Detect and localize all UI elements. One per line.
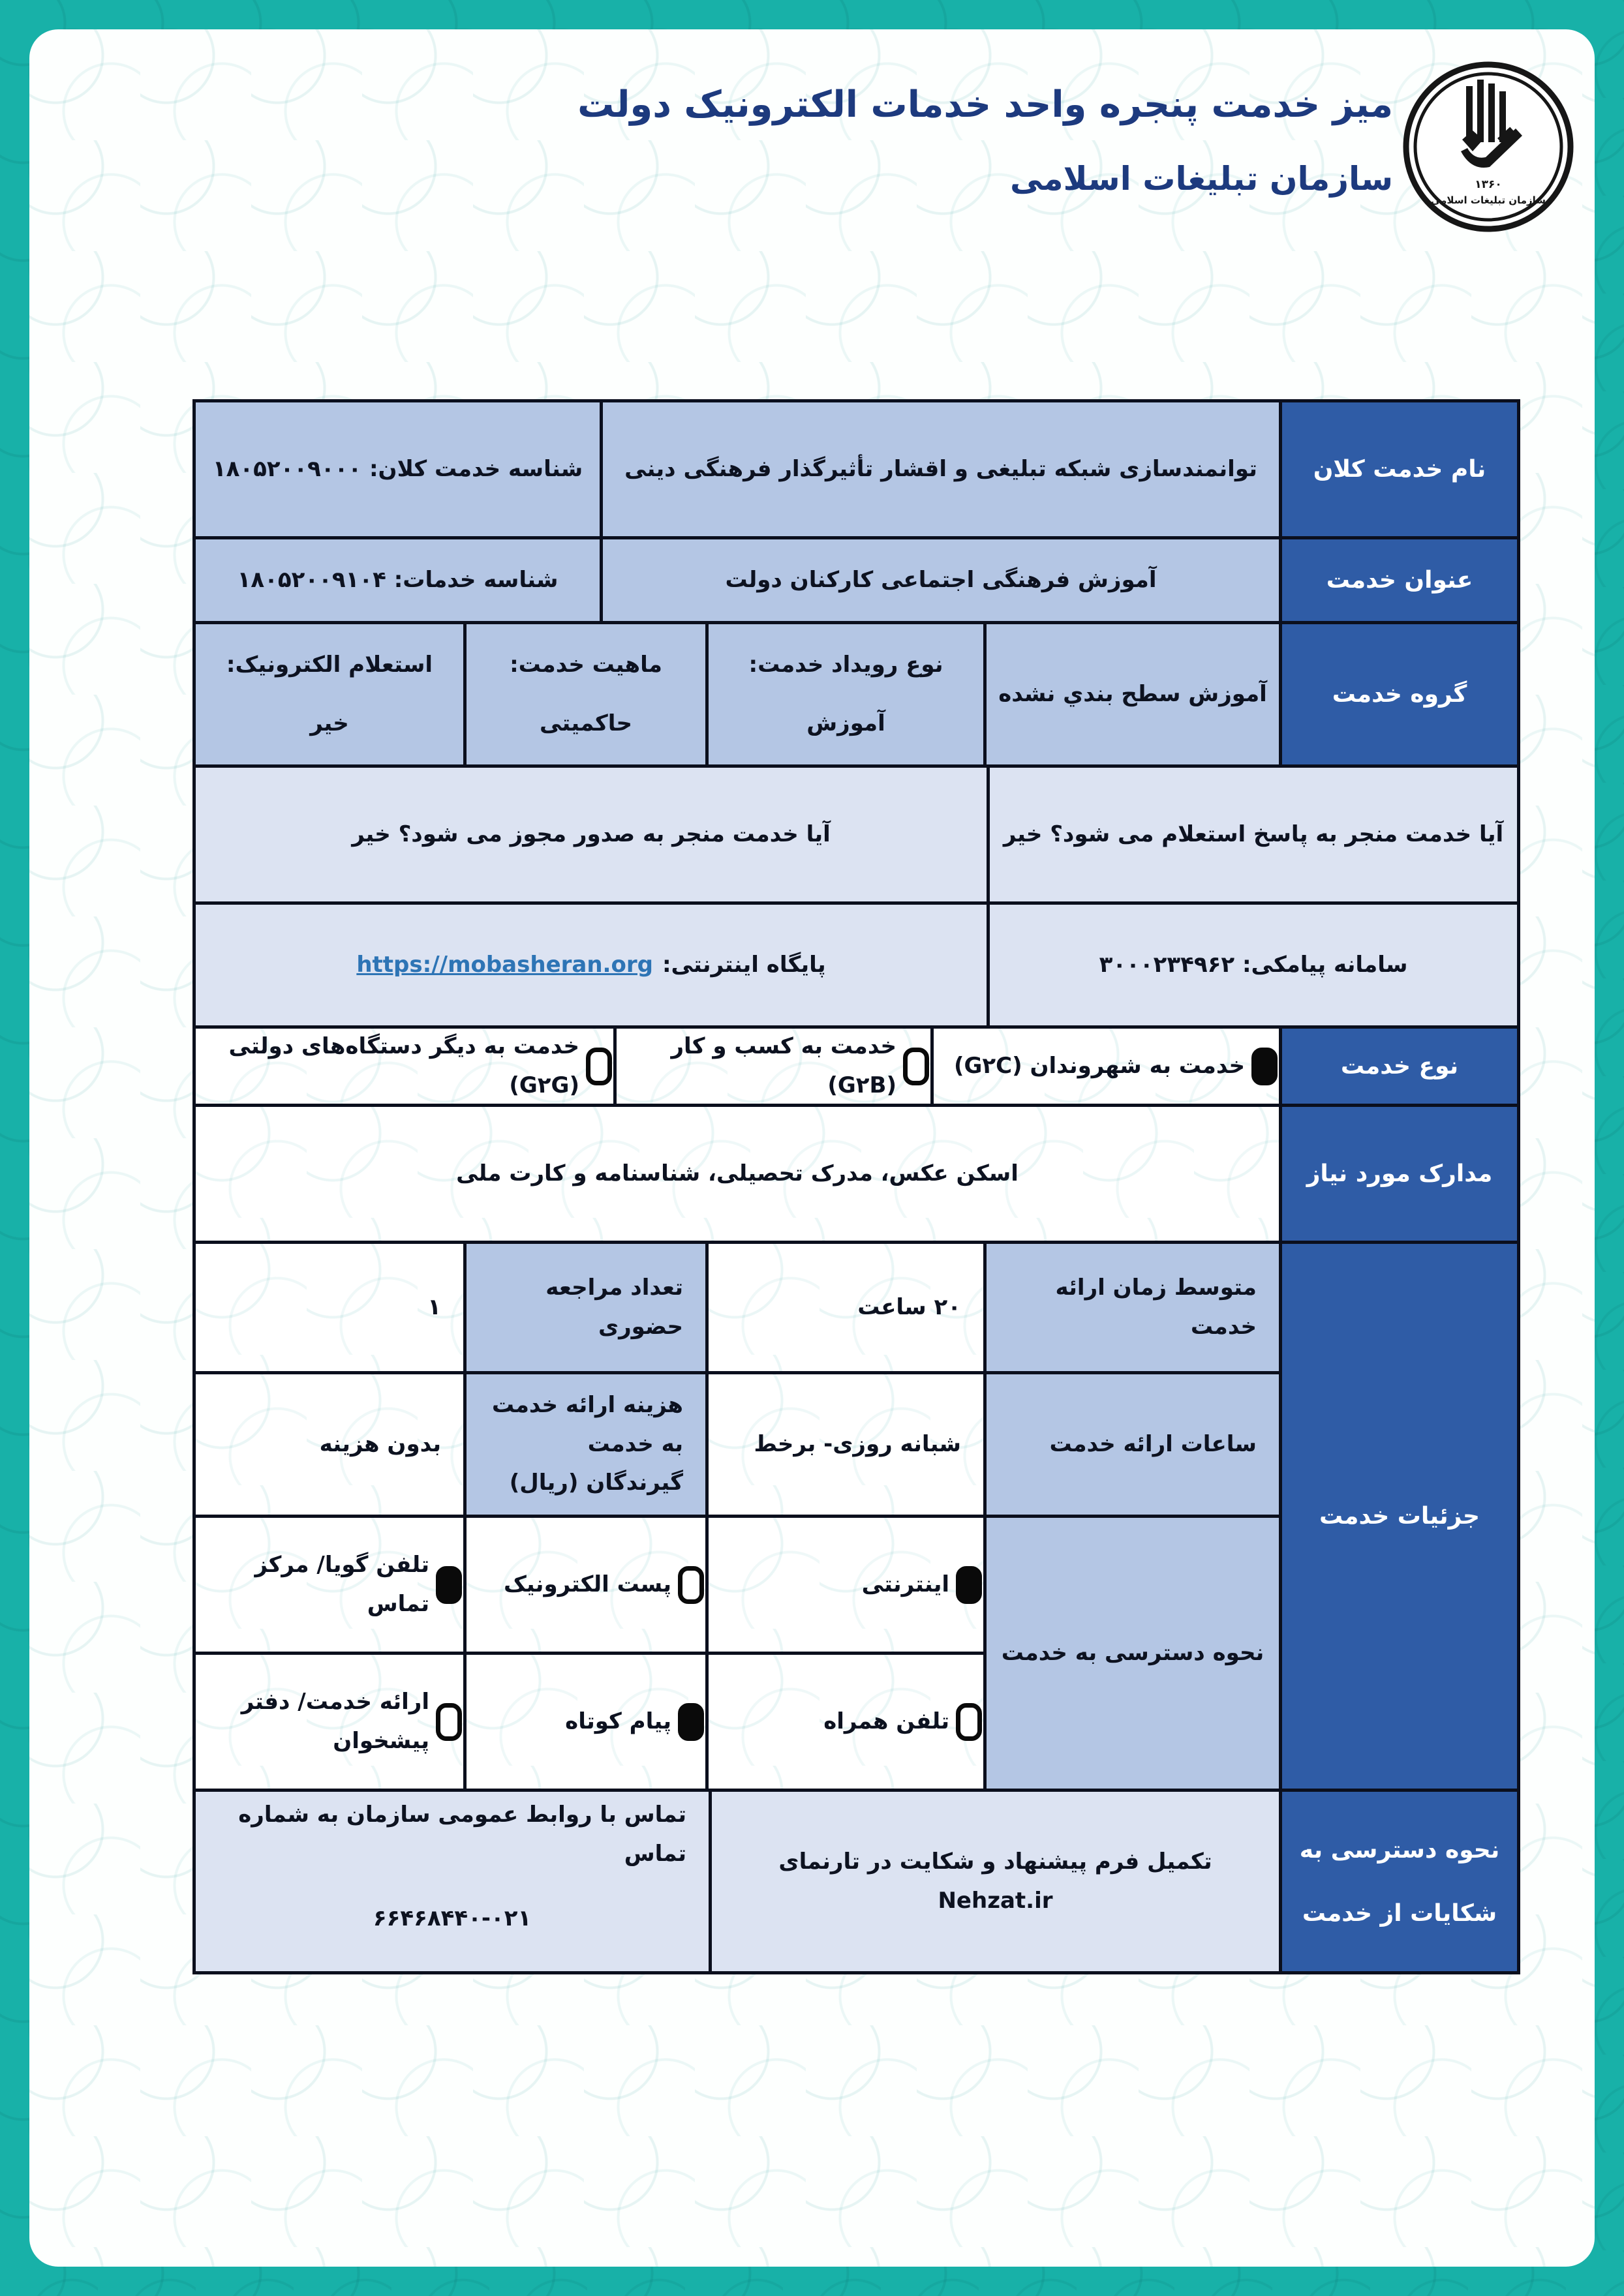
access-option-mobile xyxy=(709,1655,983,1789)
access-option-internet xyxy=(709,1518,983,1652)
event-type-value: آموزش xyxy=(806,710,885,736)
macro-service-id: شناسه خدمت کلان: ۱۸۰۵۲۰۰۹۰۰۰ xyxy=(196,402,600,536)
service-hours-value: شبانه روزی- برخط xyxy=(709,1374,983,1515)
access-block xyxy=(196,1518,1279,1789)
complaints-header-line2: شکایات از خدمت xyxy=(1302,1899,1497,1927)
access-label-counter: ارائه خدمت/ دفتر پیشخوان xyxy=(241,1689,429,1754)
access-option-counter xyxy=(196,1655,463,1789)
website-link[interactable]: https://mobasheran.org xyxy=(356,951,653,978)
option-label-g2g: خدمت به دیگر دستگاه‌های دولتی (G۲G) xyxy=(228,1033,579,1098)
row-header-service-group: گروه خدمت xyxy=(1282,624,1517,764)
checkbox-sms[interactable] xyxy=(678,1703,704,1741)
access-label-ivr: تلفن گویا/ مرکز تماس xyxy=(254,1552,429,1617)
row-header-service-title: عنوان خدمت xyxy=(1282,539,1517,621)
checkbox-internet[interactable] xyxy=(956,1566,982,1604)
electronic-inquiry-label: استعلام الکترونیک: xyxy=(226,652,433,678)
checkbox-g2g[interactable] xyxy=(586,1048,612,1085)
sms-system: سامانه پیامکی: ۳۰۰۰۲۳۴۹۶۲ xyxy=(990,905,1517,1025)
license-question: آیا خدمت منجر به صدور مجوز می شود؟ خیر xyxy=(196,768,987,901)
service-cost-label: هزینه ارائه خدمت به خدمت گیرندگان (ریال) xyxy=(467,1374,705,1515)
table-row xyxy=(196,1792,1517,1971)
access-label-sms: پیام کوتاه xyxy=(565,1708,671,1734)
row-header-macro-service: نام خدمت کلان xyxy=(1282,402,1517,536)
checkbox-mobile[interactable] xyxy=(956,1703,982,1741)
table-row xyxy=(196,1244,1279,1371)
electronic-inquiry xyxy=(196,624,463,764)
electronic-inquiry-value: خیر xyxy=(310,710,349,736)
row-header-service-details: جزئیات خدمت xyxy=(1282,1244,1517,1789)
table-row xyxy=(196,539,1517,621)
visit-count-label: تعداد مراجعه حضوری xyxy=(467,1244,705,1371)
avg-time-label: متوسط زمان ارائه خدمت xyxy=(987,1244,1279,1371)
access-option-ivr xyxy=(196,1518,463,1652)
documents-value: اسکن عکس، مدرک تحصیلی، شناسنامه و کارت ملی xyxy=(196,1107,1279,1241)
service-nature xyxy=(467,624,705,764)
row-header-documents: مدارک مورد نیاز xyxy=(1282,1107,1517,1241)
service-type-option-g2c xyxy=(934,1029,1279,1104)
access-method-label: نحوه دسترسی به خدمت xyxy=(987,1518,1279,1789)
title-line-2: سازمان تبلیغات اسلامی xyxy=(1009,160,1393,198)
service-title: آموزش فرهنگی اجتماعی کارکنان دولت xyxy=(603,539,1279,621)
service-cost-value: بدون هزینه xyxy=(196,1374,463,1515)
nature-label: ماهیت خدمت: xyxy=(510,652,662,678)
service-id: شناسه خدمات: ۱۸۰۵۲۰۰۹۱۰۴ xyxy=(196,539,600,621)
table-row xyxy=(196,1374,1279,1515)
complaints-phone-number: ۶۶۴۶۸۴۴۰-۰۲۱ xyxy=(373,1905,532,1931)
access-label-mobile: تلفن همراه xyxy=(823,1708,949,1734)
website-label: پایگاه اینترنتی: xyxy=(662,951,826,978)
table-row xyxy=(196,905,1517,1025)
access-label-internet: اینترنتی xyxy=(861,1571,949,1597)
event-type-label: نوع رویداد خدمت: xyxy=(748,652,943,678)
complaints-web: تکمیل فرم پیشنهاد و شکایت در تارنمای Nehzat.ir xyxy=(712,1792,1279,1971)
service-event-type xyxy=(709,624,983,764)
nature-value: حاکمیتی xyxy=(540,710,632,736)
access-option-sms xyxy=(467,1655,705,1789)
complaints-phone xyxy=(196,1792,709,1971)
checkbox-g2b[interactable] xyxy=(903,1048,929,1085)
macro-service-name: توانمندسازی شبکه تبلیغی و اقشار تأثیرگذار فرهنگی دینی xyxy=(603,402,1279,536)
checkbox-counter[interactable] xyxy=(436,1703,462,1741)
avg-time-value: ۲۰ ساعت xyxy=(709,1244,983,1371)
service-type-option-g2g xyxy=(196,1029,613,1104)
complaints-phone-line1: تماس با روابط عمومی سازمان به شماره تماس xyxy=(238,1802,686,1867)
service-type-option-g2b xyxy=(617,1029,930,1104)
service-group-value: آموزش سطح بندي نشده xyxy=(987,624,1279,764)
checkbox-email[interactable] xyxy=(678,1566,704,1604)
option-label-g2b: خدمت به کسب و کار (G۲B) xyxy=(671,1033,896,1098)
access-option-email xyxy=(467,1518,705,1652)
service-hours-label: ساعات ارائه خدمت xyxy=(987,1374,1279,1515)
access-label-email: پست الکترونیک xyxy=(503,1571,671,1597)
inquiry-question: آیا خدمت منجر به پاسخ استعلام می شود؟ خیر xyxy=(990,768,1517,901)
logo-year: ۱۳۶۰ xyxy=(1475,178,1502,191)
table-row xyxy=(196,768,1517,901)
complaints-header-line1: نحوه دسترسی به xyxy=(1299,1836,1500,1864)
table-row-group xyxy=(196,1244,1517,1789)
row-header-service-type: نوع خدمت xyxy=(1282,1029,1517,1104)
table-row xyxy=(196,402,1517,536)
service-table xyxy=(192,399,1520,1974)
organization-logo-icon xyxy=(1400,53,1577,240)
page-title xyxy=(577,83,1393,198)
table-row xyxy=(196,1518,983,1652)
option-label-g2c: خدمت به شهروندان (G۲C) xyxy=(953,1052,1245,1079)
checkbox-ivr[interactable] xyxy=(436,1566,462,1604)
table-row xyxy=(196,1107,1517,1241)
website-cell xyxy=(196,905,987,1025)
table-row xyxy=(196,624,1517,764)
table-row xyxy=(196,1029,1517,1104)
row-header-complaints xyxy=(1282,1792,1517,1971)
table-row xyxy=(196,1655,983,1789)
visit-count-value: ۱ xyxy=(196,1244,463,1371)
logo-org-name: سازمان تبلیغات اسلامی xyxy=(1430,194,1546,206)
title-line-1: میز خدمت پنجره واحد خدمات الکترونیک دولت xyxy=(577,83,1393,126)
checkbox-g2c[interactable] xyxy=(1251,1048,1278,1085)
